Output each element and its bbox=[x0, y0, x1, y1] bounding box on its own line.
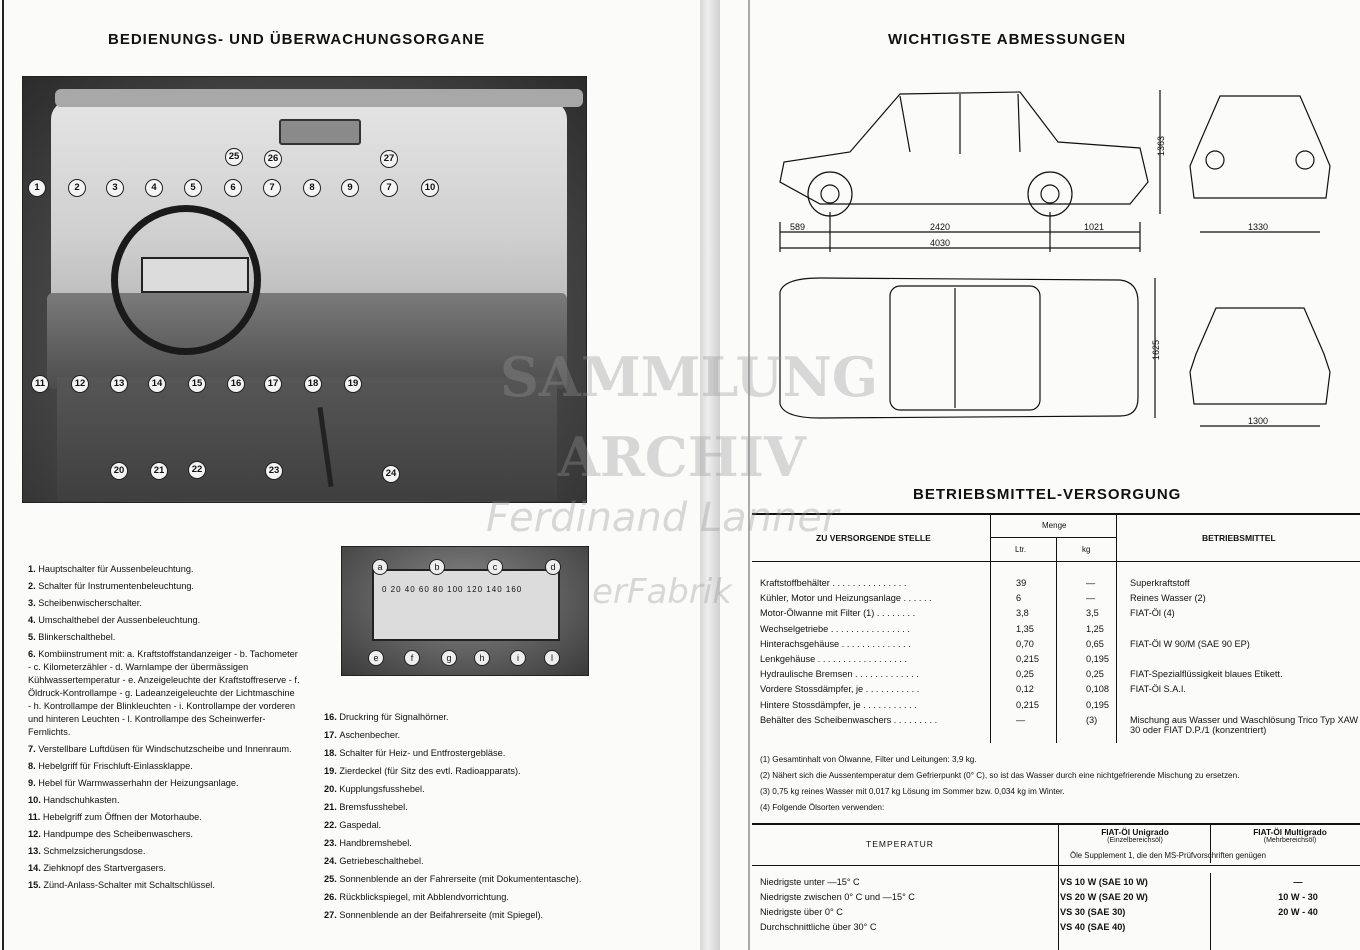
legend-item bbox=[28, 811, 300, 824]
cell-kg: 3,5 bbox=[1086, 608, 1099, 619]
legend-item bbox=[324, 855, 624, 868]
legend-number: 13. bbox=[28, 846, 44, 856]
legend-text: Gaspedal. bbox=[339, 820, 382, 830]
cell-ltr: 3,8 bbox=[1016, 608, 1029, 619]
col-multigrado-sub: (Mehrbereichsöl) bbox=[1263, 837, 1317, 844]
cell-bm: FIAT-Öl W 90/M (SAE 90 EP) bbox=[1130, 638, 1250, 649]
oil-temperature-table bbox=[752, 823, 1360, 950]
legend-text: Zierdeckel (für Sitz des evtl. Radioapparats). bbox=[339, 766, 521, 776]
cell-st: Behälter des Scheibenwaschers . . . . . . . . . bbox=[760, 714, 938, 725]
cell-st: Kraftstoffbehälter . . . . . . . . . . . . . . . bbox=[760, 578, 907, 588]
legend-number: 12. bbox=[28, 829, 44, 839]
cell-kg: — bbox=[1086, 593, 1096, 604]
indicator-b: b bbox=[429, 559, 445, 575]
cell-kg: 0,25 bbox=[1086, 669, 1104, 680]
legend-number: 19. bbox=[324, 766, 340, 776]
callout-19: 19 bbox=[344, 375, 362, 393]
legend-item bbox=[28, 743, 300, 756]
speedometer-scale: 0 20 40 60 80 100 120 140 160 bbox=[382, 585, 523, 594]
table-row bbox=[760, 669, 1360, 684]
callout-7: 7 bbox=[380, 179, 398, 197]
legend-text: Handbremshebel. bbox=[339, 838, 412, 848]
callout-23: 23 bbox=[265, 462, 283, 480]
col-kg: kg bbox=[1082, 545, 1091, 554]
cell-u: VS 40 (SAE 40) bbox=[1060, 922, 1126, 932]
table-row bbox=[760, 714, 1360, 735]
legend-number: 20. bbox=[324, 784, 340, 794]
cell-kg: 0,108 bbox=[1086, 684, 1109, 695]
legend-text: Rückblickspiegel, mit Abblendvorrichtung. bbox=[339, 892, 509, 902]
legend-item bbox=[324, 747, 624, 760]
cell-bm: FIAT-Öl S.A.I. bbox=[1130, 684, 1186, 695]
callout-6: 6 bbox=[224, 179, 242, 197]
dim-rear-overhang: 1021 bbox=[1084, 222, 1105, 232]
table-row bbox=[760, 578, 1360, 593]
cell-st: Lenkgehäuse . . . . . . . . . . . . . . . . . . bbox=[760, 654, 908, 664]
legend-number: 24. bbox=[324, 856, 340, 866]
legend-number: 3. bbox=[28, 598, 39, 608]
legend-text: Schalter für Heiz- und Entfrostergebläse. bbox=[339, 748, 506, 758]
indicator-e: e bbox=[368, 650, 384, 666]
legend-text: Hebel für Warmwasserhahn der Heizungsanlage. bbox=[38, 778, 239, 788]
legend-list-b bbox=[324, 711, 624, 927]
legend-number: 17. bbox=[324, 730, 340, 740]
cell-kg: 1,25 bbox=[1086, 623, 1104, 634]
footnotes bbox=[760, 752, 1350, 816]
watermark-line-2: ARCHIV bbox=[558, 425, 806, 489]
legend-item bbox=[28, 631, 300, 644]
callout-9: 9 bbox=[341, 179, 359, 197]
footnote: (4) Folgende Ölsorten verwenden: bbox=[760, 803, 885, 812]
legend-item bbox=[28, 828, 300, 841]
legend-text: Sonnenblende an der Beifahrerseite (mit Spiegel). bbox=[339, 910, 544, 920]
legend-text: Handpumpe des Scheibenwaschers. bbox=[43, 829, 193, 839]
legend-number: 8. bbox=[28, 761, 39, 771]
table-row bbox=[760, 700, 1360, 715]
legend-number: 18. bbox=[324, 748, 340, 758]
cell-bm: Superkraftstoff bbox=[1130, 578, 1190, 588]
table-row bbox=[760, 624, 1360, 639]
right-page-title: WICHTIGSTE ABMESSUNGEN bbox=[888, 31, 1127, 48]
callout-16: 16 bbox=[227, 375, 245, 393]
legend-text: Bremsfusshebel. bbox=[339, 802, 408, 812]
col-station: ZU VERSORGENDE STELLE bbox=[816, 533, 931, 543]
cell-u: VS 30 (SAE 30) bbox=[1060, 907, 1126, 917]
col-betriebsmittel: BETRIEBSMITTEL bbox=[1202, 533, 1276, 543]
legend-number: 4. bbox=[28, 615, 39, 625]
indicator-a: a bbox=[372, 559, 388, 575]
cell-t: Niedrigste zwischen 0° C und —15° C bbox=[760, 892, 915, 902]
legend-item bbox=[28, 597, 300, 610]
legend-number: 1. bbox=[28, 564, 39, 574]
cell-bm: Reines Wasser (2) bbox=[1130, 593, 1206, 604]
table-row bbox=[760, 608, 1360, 623]
table-row bbox=[760, 684, 1360, 699]
cell-kg: (3) bbox=[1086, 714, 1098, 725]
cell-ltr: 0,70 bbox=[1016, 638, 1034, 649]
cell-t: Niedrigste über 0° C bbox=[760, 907, 843, 917]
dim-length: 4030 bbox=[930, 238, 951, 248]
callout-14: 14 bbox=[148, 375, 166, 393]
dim-width: 1625 bbox=[1151, 339, 1161, 360]
legend-text: Druckring für Signalhörner. bbox=[339, 712, 449, 722]
legend-text: Schmelzsicherungsdose. bbox=[43, 846, 146, 856]
legend-item bbox=[324, 873, 624, 886]
callout-10: 10 bbox=[421, 179, 439, 197]
dim-front-overhang: 589 bbox=[790, 222, 806, 232]
legend-list-a bbox=[28, 563, 300, 896]
legend-number: 27. bbox=[324, 910, 340, 920]
table-row bbox=[760, 907, 1360, 921]
car-rear-outline bbox=[1190, 308, 1330, 404]
callout-21: 21 bbox=[150, 462, 168, 480]
legend-number: 23. bbox=[324, 838, 340, 848]
table-rule bbox=[752, 865, 1360, 866]
cell-st: Wechselgetriebe . . . . . . . . . . . . . . . . bbox=[760, 623, 910, 634]
legend-text: Sonnenblende an der Fahrerseite (mit Dokumententasche). bbox=[339, 874, 582, 884]
legend-item bbox=[324, 909, 624, 922]
cell-kg: — bbox=[1086, 578, 1096, 588]
legend-text: Blinkerschalthebel. bbox=[38, 632, 116, 642]
cell-m: — bbox=[1293, 877, 1303, 887]
legend-text: Hebelgriff zum Öffnen der Motorhaube. bbox=[42, 812, 202, 822]
supplement-note: Öle Supplement 1, die den MS-Prüfvorschriften genügen bbox=[1070, 851, 1266, 860]
callout-12: 12 bbox=[71, 375, 89, 393]
legend-number: 10. bbox=[28, 795, 44, 805]
legend-item bbox=[28, 794, 300, 807]
legend-number: 2. bbox=[28, 581, 39, 591]
cell-ltr: 0,25 bbox=[1016, 669, 1034, 680]
cell-ltr: 0,215 bbox=[1016, 654, 1039, 664]
cell-st: Motor-Ölwanne mit Filter (1) . . . . . . . . bbox=[760, 608, 916, 619]
callout-17: 17 bbox=[264, 375, 282, 393]
indicator-i: i bbox=[510, 650, 526, 666]
legend-item bbox=[28, 777, 300, 790]
callout-26: 26 bbox=[264, 150, 282, 168]
legend-number: 5. bbox=[28, 632, 39, 642]
legend-item bbox=[324, 801, 624, 814]
cell-ltr: 6 bbox=[1016, 593, 1022, 604]
sun-visors bbox=[55, 89, 583, 107]
legend-text: Verstellbare Luftdüsen für Windschutzscheibe und Innenraum. bbox=[38, 744, 292, 754]
table-row bbox=[760, 639, 1360, 654]
cell-kg: 0,195 bbox=[1086, 654, 1109, 664]
col-ltr: Ltr. bbox=[1015, 545, 1027, 554]
cell-ltr: 39 bbox=[1016, 578, 1027, 588]
legend-number: 22. bbox=[324, 820, 340, 830]
indicator-l: l bbox=[544, 650, 560, 666]
steering-wheel bbox=[111, 205, 261, 355]
supply-title: BETRIEBSMITTEL-VERSORGUNG bbox=[913, 486, 1182, 503]
legend-text: Schalter für Instrumentenbeleuchtung. bbox=[38, 581, 194, 591]
dim-height: 1363 bbox=[1156, 135, 1166, 156]
legend-number: 6. bbox=[28, 649, 39, 659]
cell-bm: FIAT-Öl (4) bbox=[1130, 608, 1175, 619]
legend-item bbox=[28, 862, 300, 875]
legend-item bbox=[28, 563, 300, 576]
callout-25: 25 bbox=[225, 148, 243, 166]
legend-item bbox=[28, 879, 300, 892]
table-row bbox=[760, 922, 1360, 936]
instrument-detail-photo bbox=[341, 546, 589, 676]
footnote: (2) Nähert sich die Aussentemperatur dem Gefrierpunkt (0° C), so ist das Wasser durch eine nichtgefrierende Mischung zu ersetzen. bbox=[760, 771, 1240, 780]
legend-text: Ziehknopf des Startvergasers. bbox=[43, 863, 166, 873]
col-unigrado: FIAT-Öl Unigrado bbox=[1101, 827, 1169, 837]
watermark-line-4: erFabrik bbox=[592, 572, 732, 612]
cell-bm: FIAT-Spezialflüssigkeit blaues Etikett. bbox=[1130, 669, 1283, 680]
callout-20: 20 bbox=[110, 462, 128, 480]
callout-5: 5 bbox=[184, 179, 202, 197]
legend-number: 25. bbox=[324, 874, 340, 884]
callout-2: 2 bbox=[68, 179, 86, 197]
legend-number: 26. bbox=[324, 892, 340, 902]
legend-text: Zünd-Anlass-Schalter mit Schaltschlüssel. bbox=[43, 880, 215, 890]
legend-item bbox=[324, 837, 624, 850]
cell-ltr: — bbox=[1016, 714, 1026, 725]
dim-rear-track: 1300 bbox=[1248, 416, 1269, 426]
legend-number: 21. bbox=[324, 802, 340, 812]
legend-text: Scheibenwischerschalter. bbox=[38, 598, 142, 608]
legend-number: 11. bbox=[28, 812, 43, 822]
cell-m: 20 W - 40 bbox=[1278, 907, 1318, 917]
rear-wheel bbox=[1028, 172, 1072, 216]
callout-13: 13 bbox=[110, 375, 128, 393]
cell-kg: 0,65 bbox=[1086, 638, 1104, 649]
cell-st: Hydraulische Bremsen . . . . . . . . . . . . . bbox=[760, 669, 919, 680]
cell-t: Niedrigste unter —15° C bbox=[760, 877, 860, 887]
cell-m: 10 W - 30 bbox=[1278, 892, 1318, 902]
col-multigrado: FIAT-Öl Multigrado bbox=[1253, 827, 1327, 837]
cell-kg: 0,195 bbox=[1086, 699, 1109, 710]
left-page-title: BEDIENUNGS- UND ÜBERWACHUNGSORGANE bbox=[108, 31, 486, 48]
dashboard-photo bbox=[22, 76, 587, 503]
legend-number: 15. bbox=[28, 880, 44, 890]
cell-ltr: 1,35 bbox=[1016, 623, 1034, 634]
legend-number: 14. bbox=[28, 863, 44, 873]
legend-item bbox=[324, 891, 624, 904]
legend-item bbox=[28, 648, 300, 739]
cell-u: VS 10 W (SAE 10 W) bbox=[1060, 877, 1148, 887]
legend-text: Umschalthebel der Aussenbeleuchtung. bbox=[38, 615, 201, 625]
col-menge: Menge bbox=[1042, 521, 1067, 530]
cell-st: Hinterachsgehäuse . . . . . . . . . . . . . . bbox=[760, 638, 911, 649]
col-unigrado-sub: (Einzelbereichsöl) bbox=[1107, 837, 1163, 844]
legend-text: Kupplungsfusshebel. bbox=[339, 784, 425, 794]
legend-text: Handschuhkasten. bbox=[43, 795, 120, 805]
legend-item bbox=[28, 845, 300, 858]
legend-item bbox=[324, 819, 624, 832]
dim-wheelbase: 2420 bbox=[930, 222, 951, 232]
callout-22: 22 bbox=[188, 461, 206, 479]
callout-4: 4 bbox=[145, 179, 163, 197]
callout-27: 27 bbox=[380, 150, 398, 168]
callout-8: 8 bbox=[303, 179, 321, 197]
front-wheel bbox=[808, 172, 852, 216]
indicator-h: h bbox=[474, 650, 490, 666]
cell-st: Vordere Stossdämpfer, je . . . . . . . . . . . bbox=[760, 684, 920, 695]
legend-text: Kombiinstrument mit: a. Kraftstoffstandanzeiger - b. Tachometer - c. Kilometerzähler - d. Warnlampe der übermässigen Kühlwassertemperatur - e. Anzeigeleuchte der Kraftstoffreserve - f. Öldruck-Kontrollampe - g. Ladeanzeigeleuchte der Lichtmaschine - h. Kontrollampe der Blinkleuchten - i. Kontrollampe der vorderen und hinteren Leuchten - l. Kontrollampe des Scheinwerfer-Fernlichts. bbox=[28, 649, 300, 737]
legend-item bbox=[324, 729, 624, 742]
callout-15: 15 bbox=[188, 375, 206, 393]
legend-number: 7. bbox=[28, 744, 39, 754]
col-temperatur: TEMPERATUR bbox=[866, 839, 934, 849]
indicator-d: d bbox=[545, 559, 561, 575]
callout-7: 7 bbox=[263, 179, 281, 197]
legend-text: Hauptschalter für Aussenbeleuchtung. bbox=[38, 564, 194, 574]
cell-ltr: 0,12 bbox=[1016, 684, 1034, 695]
table-row bbox=[760, 654, 1360, 669]
watermark-line-3: Ferdinand Lanner bbox=[486, 495, 839, 541]
instrument-face bbox=[372, 569, 560, 641]
table-row bbox=[760, 877, 1360, 891]
legend-item bbox=[324, 711, 624, 724]
legend-text: Getriebeschalthebel. bbox=[339, 856, 424, 866]
legend-item bbox=[28, 580, 300, 593]
cell-u: VS 20 W (SAE 20 W) bbox=[1060, 892, 1148, 902]
table-row bbox=[760, 892, 1360, 906]
rearview-mirror bbox=[279, 119, 361, 145]
table-row bbox=[760, 593, 1360, 608]
legend-number: 16. bbox=[324, 712, 340, 722]
legend-text: Aschenbecher. bbox=[339, 730, 401, 740]
legend-number: 9. bbox=[28, 778, 39, 788]
cell-st: Kühler, Motor und Heizungsanlage . . . . . . bbox=[760, 593, 932, 604]
callout-3: 3 bbox=[106, 179, 124, 197]
legend-text: Hebelgriff für Frischluft-Einlassklappe. bbox=[38, 761, 193, 771]
cell-t: Durchschnittliche über 30° C bbox=[760, 922, 877, 932]
cell-st: Hintere Stossdämpfer, je . . . . . . . . . . . bbox=[760, 699, 917, 710]
indicator-g: g bbox=[441, 650, 457, 666]
cell-ltr: 0,215 bbox=[1016, 699, 1039, 710]
floor bbox=[57, 377, 557, 501]
legend-item bbox=[28, 760, 300, 773]
footnote: (1) Gesamtinhalt von Ölwanne, Filter und Leitungen: 3,9 kg. bbox=[760, 755, 977, 764]
footnote: (3) 0,75 kg reines Wasser mit 0,017 kg Lösung im Sommer bzw. 0,034 kg im Winter. bbox=[760, 787, 1065, 796]
callout-11: 11 bbox=[31, 375, 49, 393]
indicator-f: f bbox=[404, 650, 420, 666]
table-rule bbox=[990, 537, 1116, 538]
cell-bm: Mischung aus Wasser und Waschlösung Trico Typ XAW 30 oder FIAT D.P./1 (konzentriert) bbox=[1130, 714, 1359, 735]
legend-item bbox=[324, 783, 624, 796]
callout-18: 18 bbox=[304, 375, 322, 393]
indicator-c: c bbox=[487, 559, 503, 575]
legend-item bbox=[28, 614, 300, 627]
page-edge bbox=[2, 0, 4, 950]
dim-front-track: 1330 bbox=[1248, 222, 1269, 232]
callout-1: 1 bbox=[28, 179, 46, 197]
car-front-outline bbox=[1190, 96, 1330, 198]
legend-item bbox=[324, 765, 624, 778]
callout-24: 24 bbox=[382, 465, 400, 483]
watermark-line-1: SAMMLUNG bbox=[500, 345, 879, 409]
